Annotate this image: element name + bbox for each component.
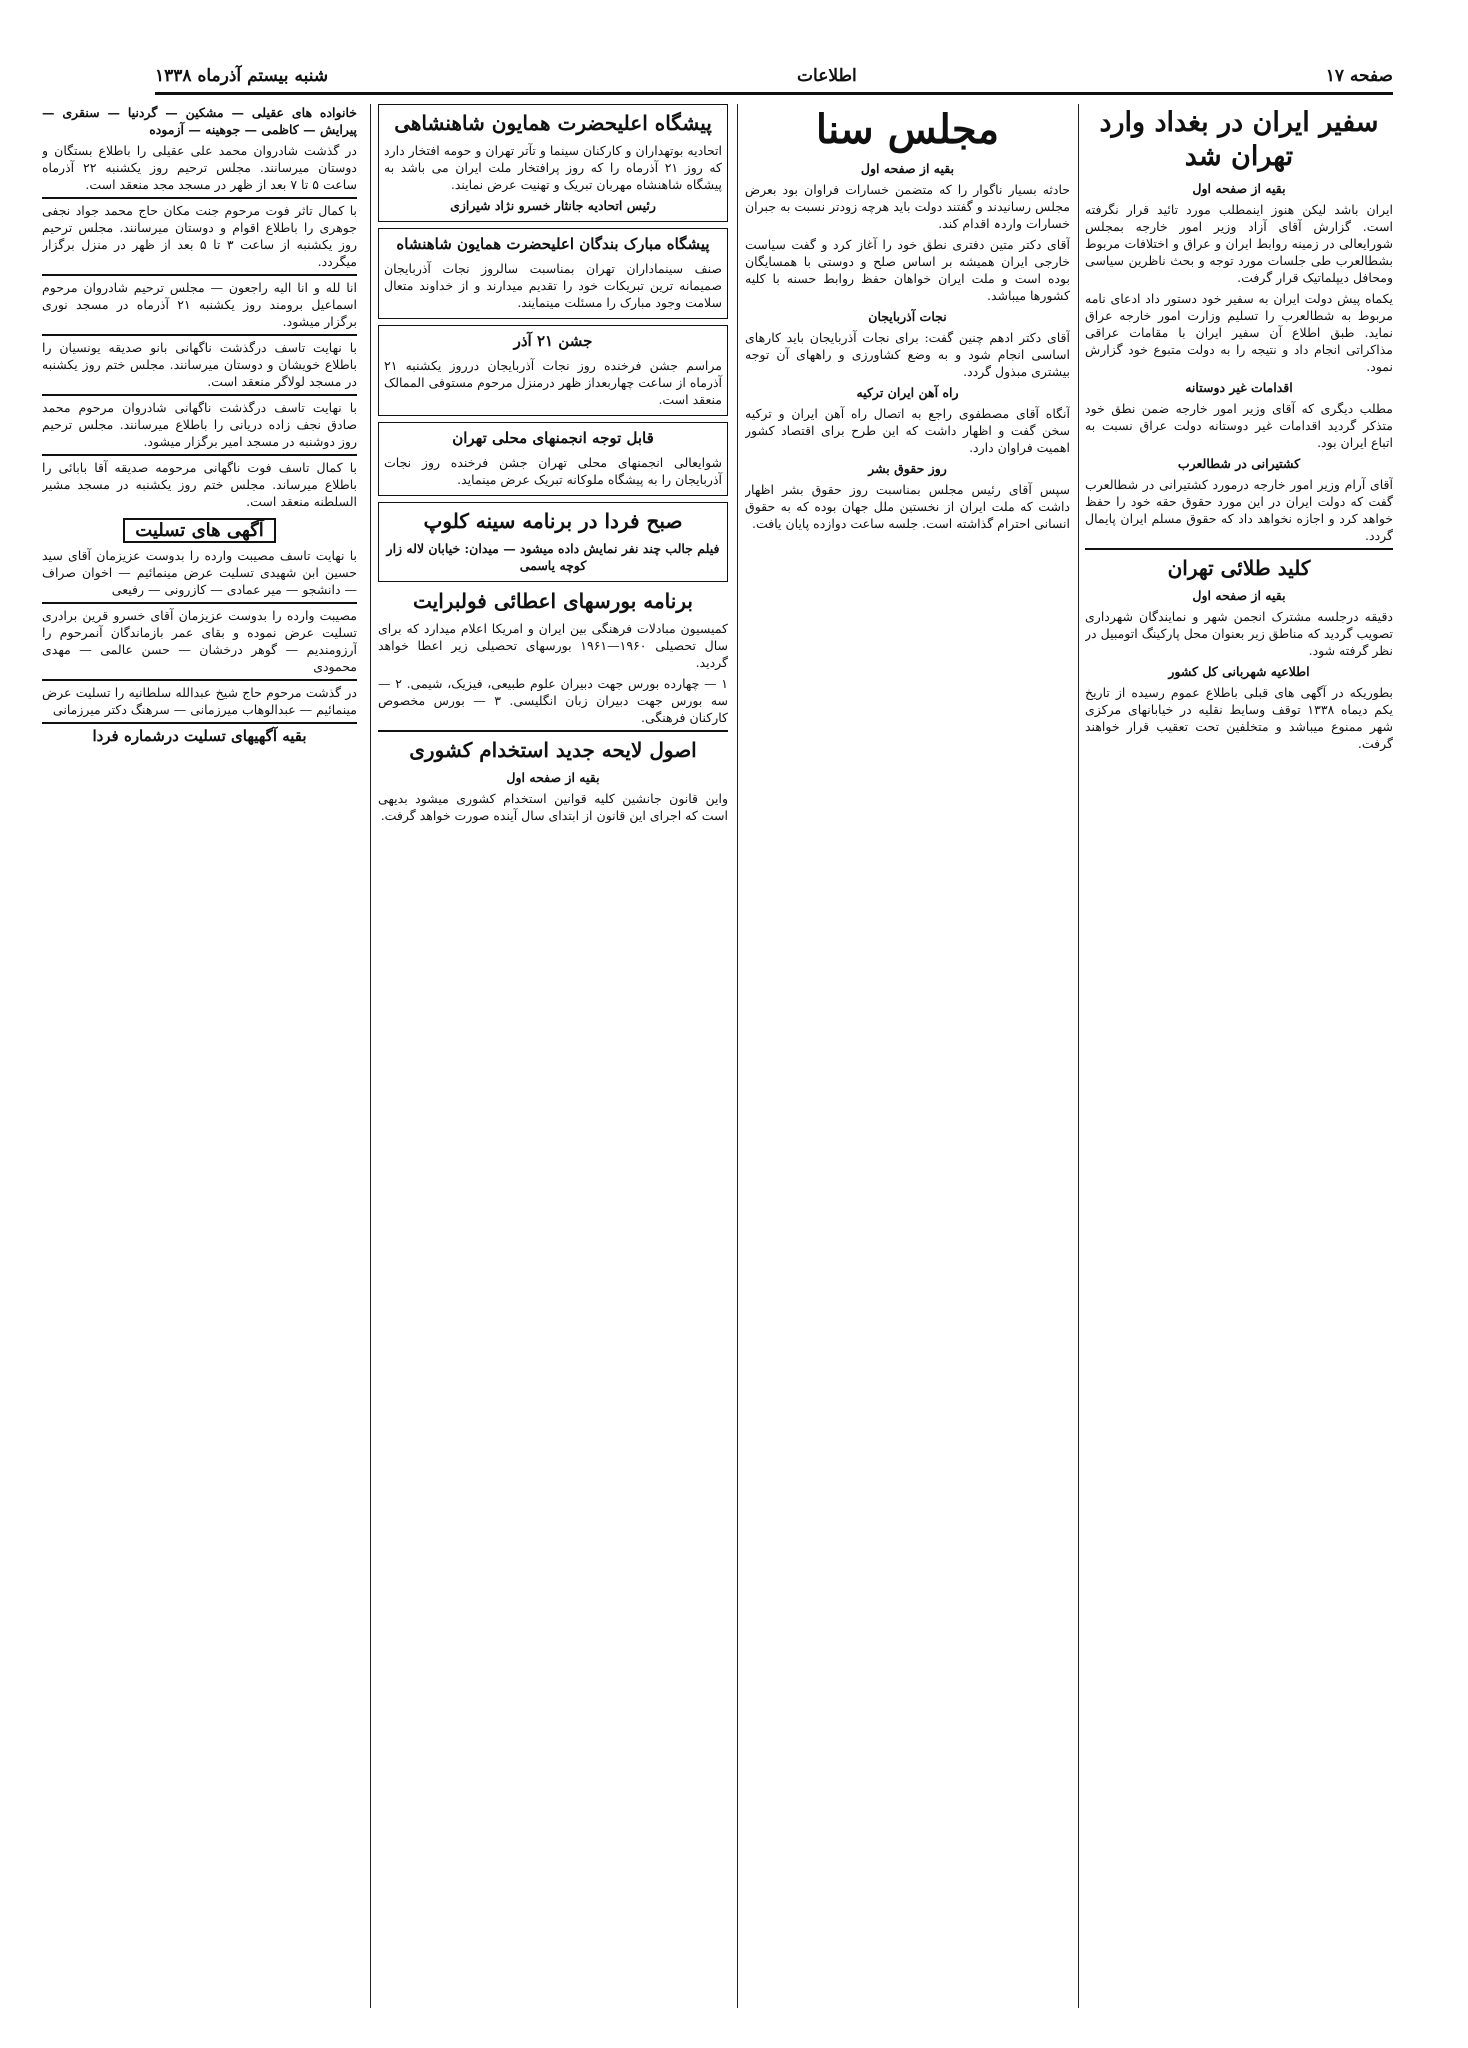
page-header xyxy=(155,60,1393,95)
police-notice-para: بطوریکه در آگهی های قبلی باطلاع عموم رسیده از تاریخ یکم دیماه ۱۳۳۸ توقف وسایط نقلیه در خیابانهای مرکزی شهر ممنوع میباشد و متخلفین تحت تعقیب قرار خواهند گرفت. xyxy=(1085,685,1393,751)
condolence-1: با نهایت تاسف مصیبت وارده را بدوست عزیزمان آقای سید حسین ابن شهیدی تسلیت عرض مینمائیم — اخوان صراف — دانشجو — میر عمادی — کازرونی — رفیعی xyxy=(42,548,357,597)
azar-celebration-para: مراسم جشن فرخنده روز نجات آذربایجان درروز یکشنبه ۲۱ آذرماه از ساعت چهاربعداز ظهر درمنزل مرحوم مستوفی الممالک منعقد است. xyxy=(384,358,722,407)
continued-label-2: بقیه از صفحه اول xyxy=(1192,588,1286,603)
continued-label-3: بقیه از صفحه اول xyxy=(860,161,955,176)
cinema-congrats-headline: پیشگاه مبارک بندگان اعلیحضرت همایون شاهنشاه xyxy=(396,235,710,253)
ambassador-para-2: یکماه پیش دولت ایران به سفیر خود دستور داد ادعای نامه مربوط به شطالعرب را تسلیم وزارت امور خارجه عراق نماید. طبق اطلاع آن سفیر ایران با مقامات عراقی مذاکراتی انجام داد و نتیجه را به دولت متبوع خود گزارش نمود. xyxy=(1085,291,1393,374)
senate-para-3: آقای دکتر ادهم چنین گفت: برای نجات آذربایجان باید کارهای اساسی انجام شود و به وضع کشاورزی و راههای آن توجه بیشتری مبذول گردد. xyxy=(745,330,1070,379)
subhead-unfriendly: اقدامات غیر دوستانه xyxy=(1185,380,1293,395)
azar-celebration-headline: جشن ۲۱ آذر xyxy=(513,332,593,350)
continued-label-4: بقیه از صفحه اول xyxy=(506,770,600,785)
senate-para-2: آقای دکتر متین دفتری نطق خود را آغاز کرد و گفت سیاست خارجی ایران همیشه بر اساس صلح و دوستی با همسایگان بوده است و ملت ایران خواهان حفظ روابط حسنه با کلیه کشورها میباشد. xyxy=(745,237,1070,303)
fulbright-list: ۱ — چهارده بورس جهت دبیران علوم طبیعی، فیزیک، شیمی. ۲ — سه بورس جهت دبیران زبان انگلیسی. ۳ — بورس مخصوص کارکنان فرهنگی. xyxy=(378,676,728,725)
ambassador-para-4: آقای آرام وزیر امور خارجه درمورد کشتیرانی در شطالعرب گفت که دولت ایران در این مورد حقوق حقه خود را حفظ خواهد کرد و اجازه نخواهد داد که حقوق مسلم ایران پایمال گردد. xyxy=(1085,477,1393,543)
obituary-1: در گذشت شادروان محمد علی عقیلی را باطلاع بستگان و دوستان میرسانند. مجلس ترحیم روز یکشنبه ۲۲ آذرماه ساعت ۵ تا ۷ بعد از ظهر در مسجد مجد منعقد است. xyxy=(42,143,357,192)
senate-headline: مجلس سنا xyxy=(815,106,1000,153)
continued-label: بقیه از صفحه اول xyxy=(1192,181,1286,196)
royal-congrats-headline: پیشگاه اعلیحضرت همایون شاهنشاهی xyxy=(394,111,712,135)
issue-date: شنبه بیستم آذرماه ۱۳۳۸ xyxy=(155,66,329,86)
senate-para-1: حادثه بسیار ناگوار را که متضمن خسارات فراوان بود بعرض مجلس رسانیدند و گفتند دولت باید هرچه زودتر نسبت به جبران خسارات واردہ اقدام کند. xyxy=(745,182,1070,231)
column-2 xyxy=(745,104,1070,2008)
ambassador-para-3: مطلب دیگری که آقای وزیر امور خارجه ضمن نطق خود متذکر گردید اقدامات غیر دوستانه دولت عراق نسبت به اتباع ایران بود. xyxy=(1085,401,1393,450)
fulbright-headline: برنامه بورسهای اعطائی فولبرایت xyxy=(413,589,693,613)
column-divider xyxy=(1078,104,1079,2008)
fulbright-para: کمیسیون مبادلات فرهنگی بین ایران و امریکا اعلام میدارد که برای سال تحصیلی ۱۹۶۰—۱۹۶۱ بورسهای تحصیلی زیر اعطا خواهد گردید. xyxy=(378,621,728,670)
newspaper-name: اطلاعات xyxy=(797,66,857,86)
councils-notice-para: شوایعالی انجمنهای محلی تهران جشن فرخنده روز نجات آذربایجان را به پیشگاه ملوکانه تبریک عرض مینماید. xyxy=(384,455,722,487)
cinema-club-text: فیلم جالب چند نفر نمایش داده میشود — میدان: خیابان لاله زار کوچه یاسمی xyxy=(386,541,720,573)
column-1 xyxy=(1085,104,1393,2008)
subhead-shipping: کشتیرانی در شطالعرب xyxy=(1177,456,1301,471)
ambassador-para-1: ایران باشد لیکن هنوز اینمطلب مورد تائید قرار نگرفته است. گزارش آقای آزاد وزیر امور خارجه بمجلس شورایعالی در زمینه روابط ایران و عراق و اختلافات مربوط بشطالعرب طی جلسات مورد توجه و بحث ناظرین سیاسی ومحافل دیپلماتیک قرار گرفت. xyxy=(1085,202,1393,285)
column-3 xyxy=(378,104,728,2008)
cinema-club-headline: صبح فردا در برنامه سینه کلوپ xyxy=(423,509,683,533)
royal-congrats-sign: رئیس اتحادیه جانثار خسرو نژاد شیرازی xyxy=(450,198,656,213)
senate-para-5: سپس آقای رئیس مجلس بمناسبت روز حقوق بشر اظهار داشت که ملت ایران از نخستین ملل جهان بوده که به حقوق انسانی احترام گذاشته است. جلسه ساعت دوازده پایان یافت. xyxy=(745,482,1070,531)
ambassador-headline: سفیر ایران در بغداد وارد تهران شد xyxy=(1099,107,1379,172)
column-4 xyxy=(42,104,357,2008)
obituary-6: با کمال تاسف فوت ناگهانی مرحومه صدیقه آقا بابائی را باطلاع میرساند. مجلس ختم روز یکشنبه در مسجد مشیر السلطنه منعقد است. xyxy=(42,460,357,509)
condolence-footer: بقیه آگهیهای تسلیت درشماره فردا xyxy=(42,722,357,745)
page-number: صفحه ۱۷ xyxy=(1325,66,1393,86)
councils-notice-headline: قابل توجه انجمنهای محلی تهران xyxy=(452,429,654,447)
subhead-railway: راه آهن ایران ترکیه xyxy=(856,385,959,400)
royal-congrats-para: اتحادیه بوتهداران و کارکنان سینما و تآتر تهران و حومه افتخار دارد که روز ۲۱ آذرماه را که روز پرافتخار ملت ایران می باشد به پیشگاه شاهنشاه مهربان تبریک و تهنیت عرض نمایند. xyxy=(384,143,722,192)
police-notice-title: اطلاعیه شهربانی کل کشور xyxy=(1168,664,1310,679)
column-divider xyxy=(737,104,738,2008)
column-divider xyxy=(370,104,371,2008)
obituary-families: خانواده های عقیلی — مشکین — گردنیا — سنقری — پیرایش — کاظمی — جوهینه — آزموده xyxy=(42,105,357,137)
condolence-2: مصیبت وارده را بدوست عزیزمان آقای خسرو قرین برادری تسلیت عرض نموده و بقای عمر بازماندگان آنمرحوم را آرزومندیم — گوهر درخشان — حسن عالمی — مهدی محمودی xyxy=(42,608,357,674)
subhead-azerbaijan: نجات آذربایجان xyxy=(868,309,947,324)
golden-key-headline: کلید طلائی تهران xyxy=(1167,556,1311,580)
condolence-section-title: آگهی های تسلیت xyxy=(123,518,276,543)
senate-para-4: آنگاه آقای مصطفوی راجع به اتصال راه آهن ایران و ترکیه سخن گفت و اظهار داشت که این طرح برای اقتصاد کشور اهمیت فراوان دارد. xyxy=(745,406,1070,455)
obituary-2: با کمال تاثر فوت مرحوم جنت مکان حاج محمد جواد نجفی جوهری را باطلاع اقوام و دوستان میرسانند. مجلس ترحیم روز یکشنبه از ساعت ۳ تا ۵ بعد از ظهر در منزل برگزار میگردد. xyxy=(42,203,357,269)
employment-law-para: واین قانون جانشین کلیه قوانین استخدام کشوری میشود بدیهی است که اجرای این قانون از ابتدای سال آینده صورت خواهد گرفت. xyxy=(378,791,728,823)
obituary-3: انا لله و انا الیه راجعون — مجلس ترحیم شادروان مرحوم اسماعیل برومند روز یکشنبه ۲۱ آذرماه در مسجد نوری برگزار میشود. xyxy=(42,280,357,329)
obituary-5: با نهایت تاسف درگذشت ناگهانی شادروان مرحوم محمد صادق نجف زاده دریانی را باطلاع میرسانند. مجلس ترحیم روز دوشنبه در مسجد امیر برگزار میشود. xyxy=(42,400,357,449)
obituary-4: با نهایت تاسف درگذشت ناگهانی بانو صدیقه یونسیان را باطلاع خویشان و دوستان میرسانند. مجلس ختم روز یکشنبه در مسجد لولاگر منعقد است. xyxy=(42,340,357,389)
subhead-human-rights: روز حقوق بشر xyxy=(868,461,947,476)
golden-key-para: دقیقه درجلسه مشترک انجمن شهر و نمایندگان شهرداری تصویب گردید که مناطق زیر بعنوان محل پارکینگ اتومبیل در نظر گرفته شود. xyxy=(1085,609,1393,658)
condolence-3: در گذشت مرحوم حاج شیخ عبدالله سلطانیه را تسلیت عرض مینمائیم — عبدالوهاب میرزمانی — سرهنگ دکتر میرزمانی xyxy=(42,685,357,717)
cinema-congrats-para: صنف سینماداران تهران بمناسبت سالروز نجات آذربایجان صمیمانه ترین تبریکات خود را تقدیم میدارند و از خداوند متعال سلامت وجود مبارک را مسئلت مینمایند. xyxy=(384,261,722,310)
employment-law-headline: اصول لایحه جدید استخدام کشوری xyxy=(409,738,697,762)
